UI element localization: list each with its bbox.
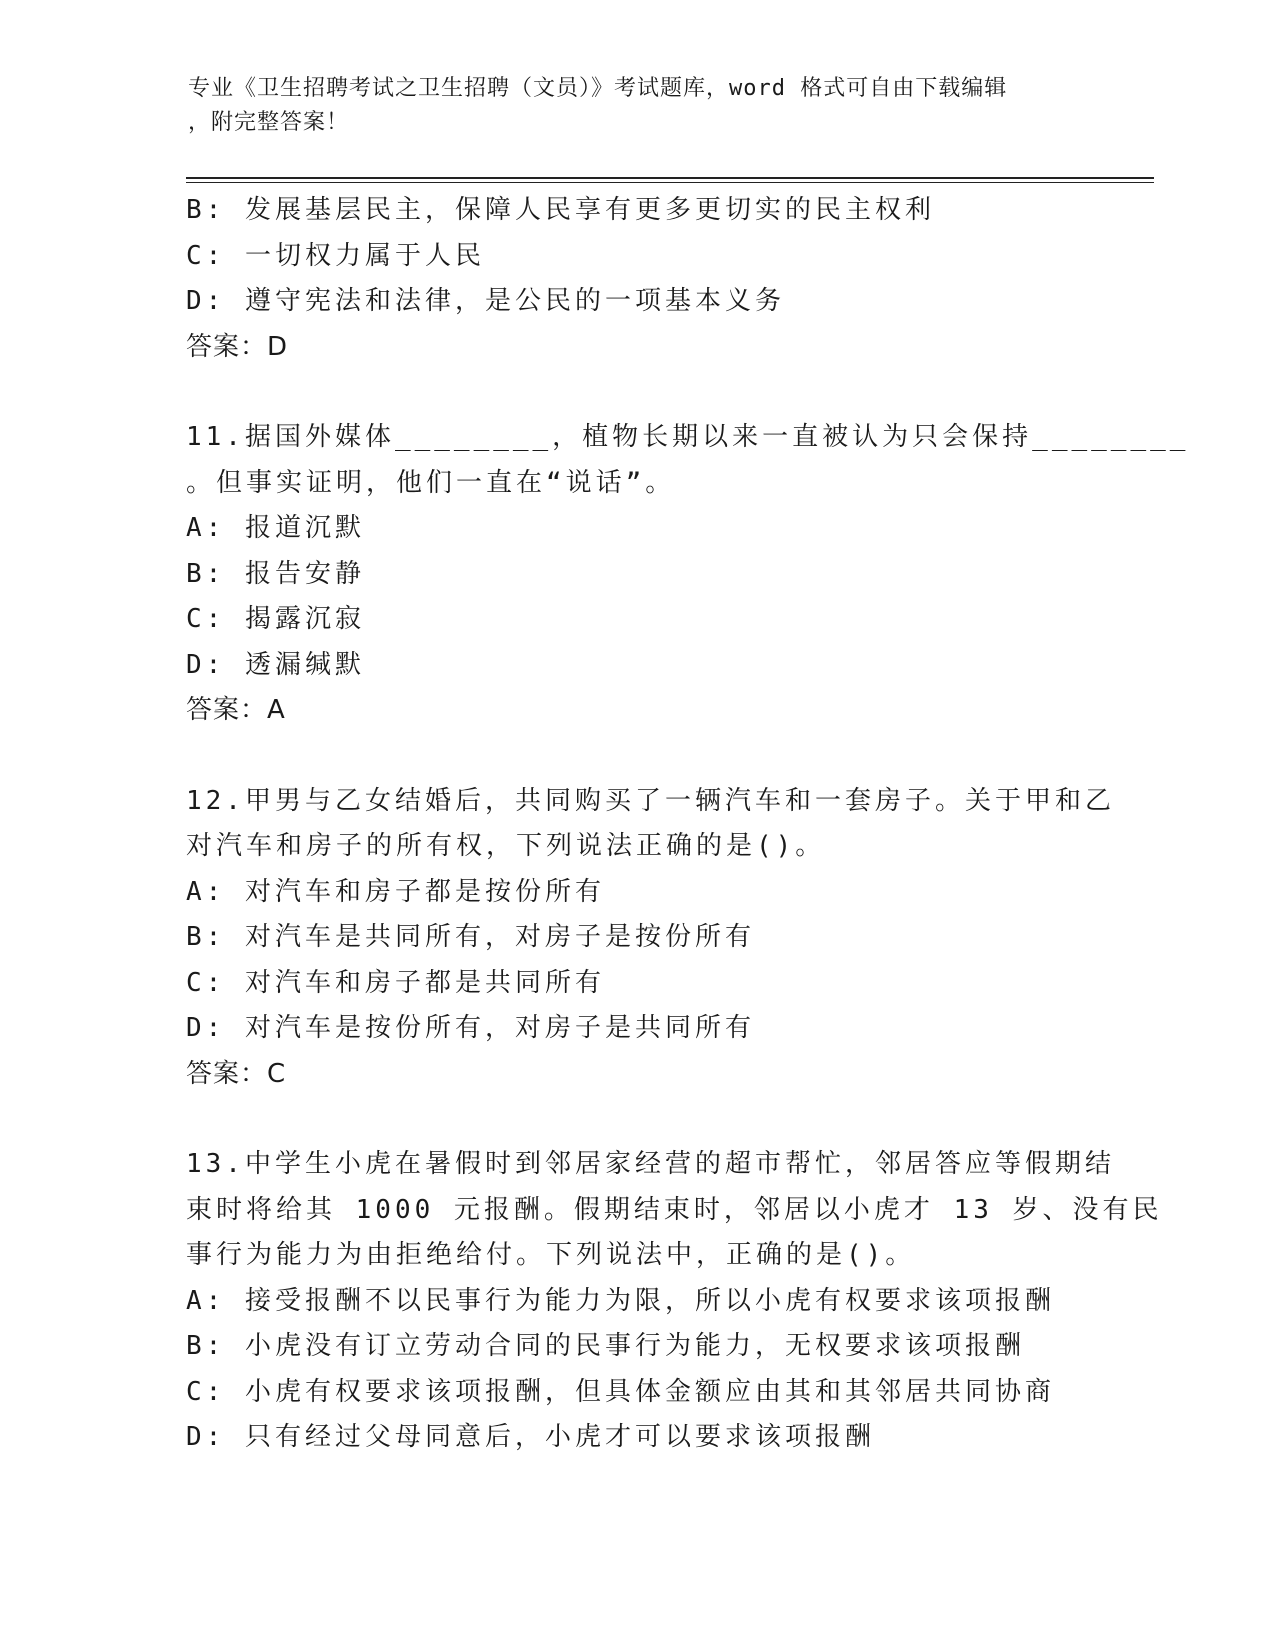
q11-option-c: C: 揭露沉寂 xyxy=(186,604,365,634)
header-divider-thick xyxy=(186,177,1154,179)
q12-option-d: D: 对汽车是按份所有，对房子是共同所有 xyxy=(186,1013,755,1043)
q12-stem-line-2: 对汽车和房子的所有权，下列说法正确的是()。 xyxy=(186,831,826,861)
question-11 xyxy=(186,415,1190,734)
question-13 xyxy=(186,1142,1163,1461)
q11-option-d: D: 透漏缄默 xyxy=(186,649,365,680)
q11-option-b: B: 报告安静 xyxy=(186,558,365,589)
spacer xyxy=(186,370,1116,415)
question-12 xyxy=(186,779,1116,1098)
q10-option-d: D: 遵守宪法和法律，是公民的一项基本义务 xyxy=(186,286,785,316)
question-10 xyxy=(186,188,1116,370)
header-divider-thin xyxy=(186,182,1154,183)
q11-option-a: A: 报道沉默 xyxy=(186,513,365,543)
q12-option-b: B: 对汽车是共同所有，对房子是按份所有 xyxy=(186,922,755,952)
header-line-1: 专业《卫生招聘考试之卫生招聘（文员）》考试题库，word 格式可自由下载编辑 xyxy=(188,76,1008,101)
q10-option-c: C: 一切权力属于人民 xyxy=(186,240,485,271)
q11-stem-line-2: 。但事实证明，他们一直在“说话”。 xyxy=(186,467,676,498)
q13-stem-line-1: 13.中学生小虎在暑假时到邻居家经营的超市帮忙，邻居答应等假期结 xyxy=(186,1149,1115,1179)
q13-stem-line-3: 事行为能力为由拒绝给付。下列说法中，正确的是()。 xyxy=(186,1240,916,1270)
spacer xyxy=(186,734,1116,779)
q12-option-a: A: 对汽车和房子都是按份所有 xyxy=(186,876,605,907)
q13-option-b: B: 小虎没有订立劳动合同的民事行为能力，无权要求该项报酬 xyxy=(186,1331,1025,1361)
q13-stem-line-2: 束时将给其 1000 元报酬。假期结束时，邻居以小虎才 13 岁、没有民 xyxy=(186,1194,1163,1225)
q12-option-c: C: 对汽车和房子都是共同所有 xyxy=(186,967,605,998)
question-list xyxy=(186,188,1190,1461)
q13-option-a: A: 接受报酬不以民事行为能力为限，所以小虎有权要求该项报酬 xyxy=(186,1285,1055,1316)
q10-answer: 答案：D xyxy=(186,331,289,362)
q11-answer: 答案：A xyxy=(186,695,286,725)
q12-stem-line-1: 12.甲男与乙女结婚后，共同购买了一辆汽车和一套房子。关于甲和乙 xyxy=(186,785,1115,816)
header-line-2: ，附完整答案！ xyxy=(188,110,350,135)
spacer xyxy=(186,1097,1116,1142)
q11-stem-line-1: 11.据国外媒体________，植物长期以来一直被认为只会保持________ xyxy=(186,422,1190,452)
q10-option-b: B: 发展基层民主，保障人民享有更多更切实的民主权利 xyxy=(186,195,935,225)
q13-option-d: D: 只有经过父母同意后，小虎才可以要求该项报酬 xyxy=(186,1422,875,1452)
q12-answer: 答案：C xyxy=(186,1058,287,1089)
q13-option-c: C: 小虎有权要求该项报酬，但具体金额应由其和其邻居共同协商 xyxy=(186,1376,1055,1407)
page-header xyxy=(188,72,1068,140)
